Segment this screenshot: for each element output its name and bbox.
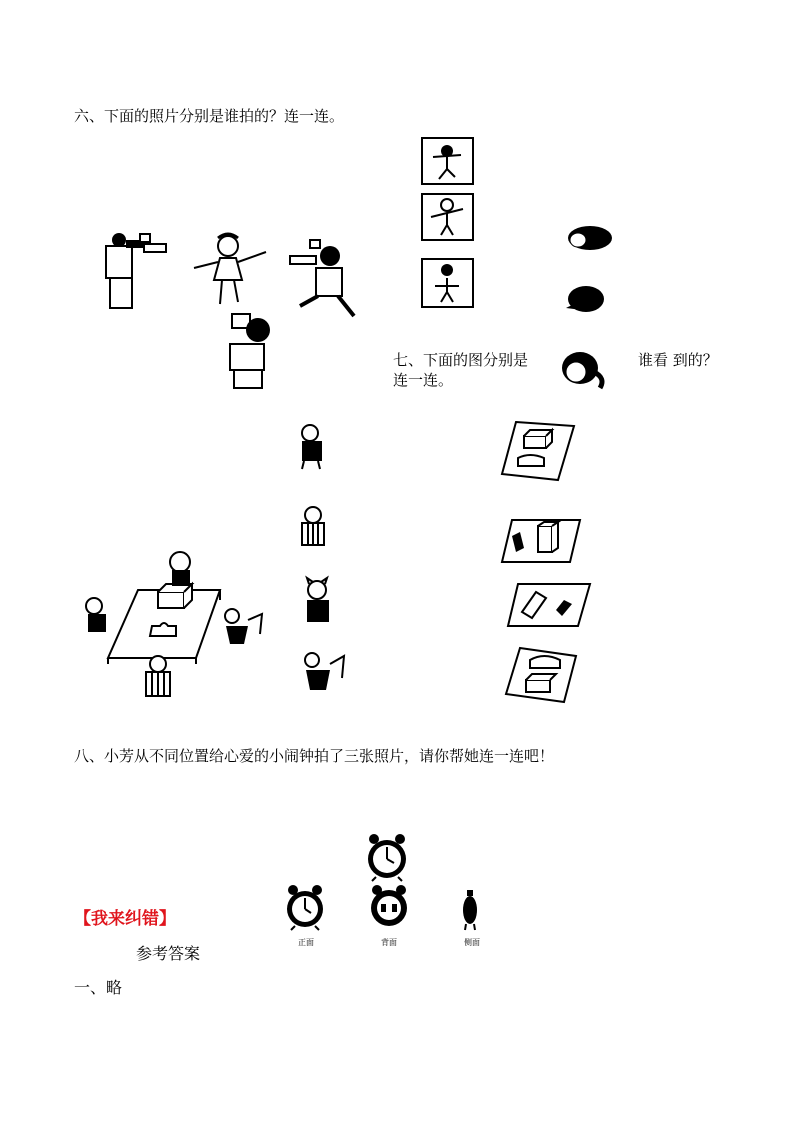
clock-front-photo[interactable] — [364, 833, 410, 881]
section6-title: 六、下面的照片分别是谁拍的？连一连。 — [74, 107, 345, 125]
view-card-2[interactable] — [500, 516, 582, 566]
clock-front[interactable] — [283, 884, 327, 930]
clock-label-front: 正面 — [298, 938, 314, 947]
ballet-photo-1-image — [423, 139, 472, 183]
ballet-girl-illustration — [190, 232, 270, 312]
view-card-3[interactable] — [506, 582, 592, 628]
correction-heading: 【我来纠错】 — [74, 909, 176, 929]
section7-title-part1: 七、下面的图分别是 — [393, 351, 529, 369]
photographer-right-illustration — [288, 236, 358, 322]
animals-table-scene — [80, 540, 270, 710]
section7-title-line2: 连一连。 — [393, 371, 454, 389]
clock-label-back: 背面 — [381, 938, 397, 947]
clock-label-side: 侧面 — [464, 938, 480, 947]
section8-title: 八、小芳从不同位置给心爱的小闹钟拍了三张照片，请你帮她连一连吧！ — [74, 747, 555, 765]
head-view-1[interactable] — [566, 224, 614, 252]
animal-cat[interactable] — [299, 578, 335, 626]
clock-back[interactable] — [367, 884, 411, 928]
photo-1[interactable] — [421, 137, 474, 185]
ballet-photo-2-image — [423, 195, 472, 239]
photographer-bottom-illustration — [220, 308, 284, 392]
animal-bear[interactable] — [296, 506, 330, 550]
answers-heading: 参考答案 — [136, 944, 201, 963]
answer-item-1: 一、略 — [74, 978, 123, 997]
animal-duck[interactable] — [296, 423, 330, 473]
clock-side[interactable] — [461, 890, 479, 930]
head-view-3[interactable] — [558, 350, 610, 390]
view-card-1[interactable] — [500, 418, 576, 484]
photo-3[interactable] — [421, 258, 474, 308]
section7-title-part2: 谁看 到的？ — [638, 351, 718, 369]
photographer-left-illustration — [100, 232, 170, 312]
head-view-2[interactable] — [562, 284, 606, 314]
ballet-photo-3-image — [423, 260, 472, 306]
animal-rooster[interactable] — [300, 650, 348, 700]
photo-2[interactable] — [421, 193, 474, 241]
view-card-4[interactable] — [504, 646, 578, 704]
